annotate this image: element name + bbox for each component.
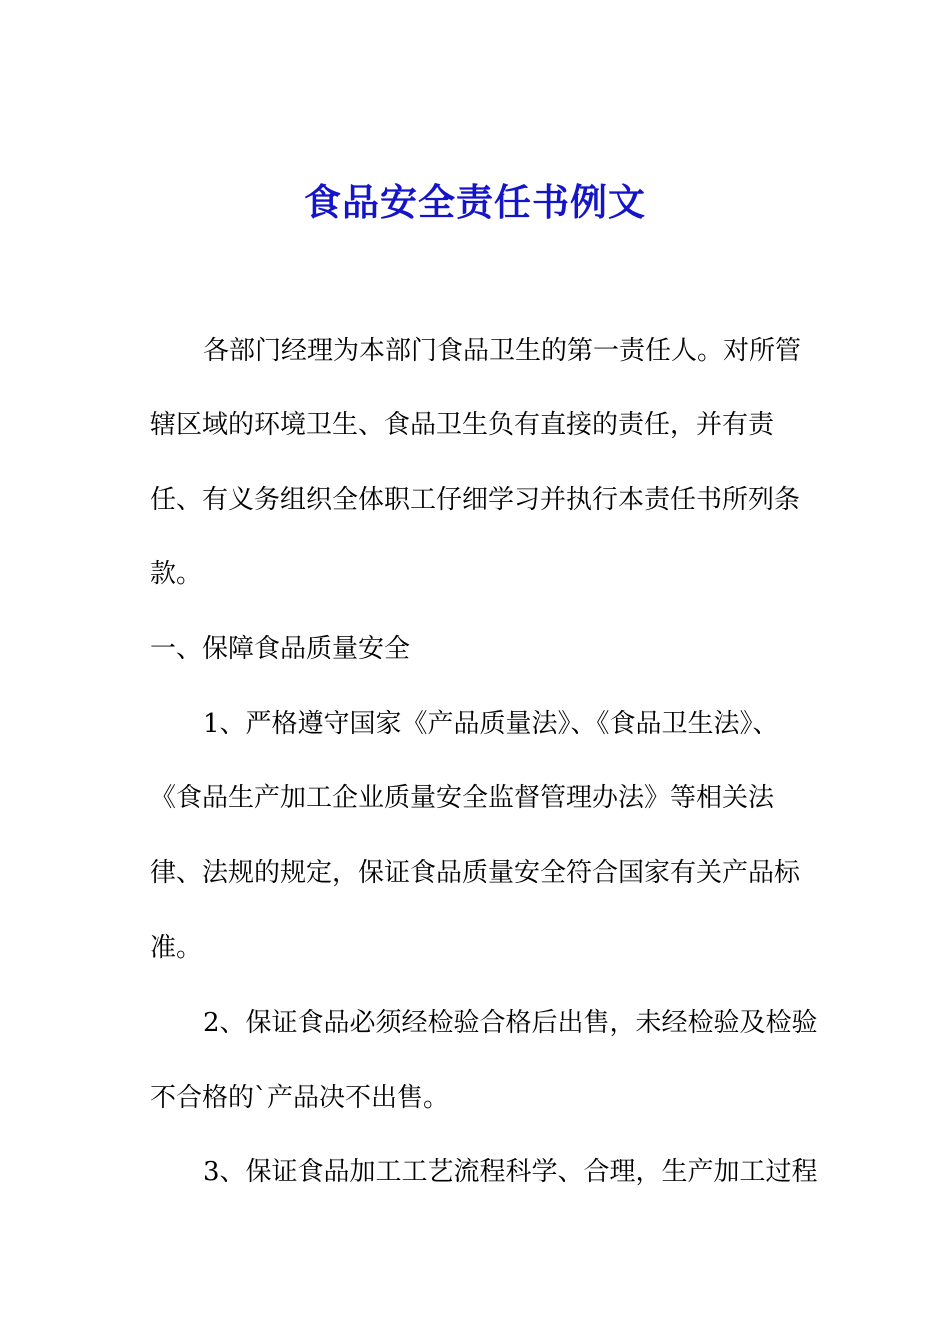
paragraph-line: 律、法规的规定，保证食品质量安全符合国家有关产品标	[150, 858, 801, 888]
paragraph-line: 2、保证食品必须经检验合格后出售，未经检验及检验	[203, 1008, 818, 1038]
paragraph-line: 《食品生产加工企业质量安全监督管理办法》等相关法	[150, 783, 775, 813]
paragraph-line: 不合格的`产品决不出售。	[150, 1083, 450, 1113]
paragraph-line: 任、有义务组织全体职工仔细学习并执行本责任书所列条	[150, 485, 801, 515]
paragraph-line: 3、保证食品加工工艺流程科学、合理，生产加工过程	[203, 1157, 818, 1187]
section-heading: 一、保障食品质量安全	[150, 634, 411, 664]
paragraph-line: 辖区域的环境卫生、食品卫生负有直接的责任，并有责	[150, 410, 775, 440]
paragraph-line: 各部门经理为本部门食品卫生的第一责任人。对所管	[203, 336, 802, 366]
paragraph-line: 准。	[150, 933, 203, 963]
document-title: 食品安全责任书例文	[304, 180, 646, 224]
paragraph-line: 款。	[150, 559, 203, 589]
paragraph-line: 1、严格遵守国家《产品质量法》、《食品卫生法》、	[203, 709, 779, 739]
